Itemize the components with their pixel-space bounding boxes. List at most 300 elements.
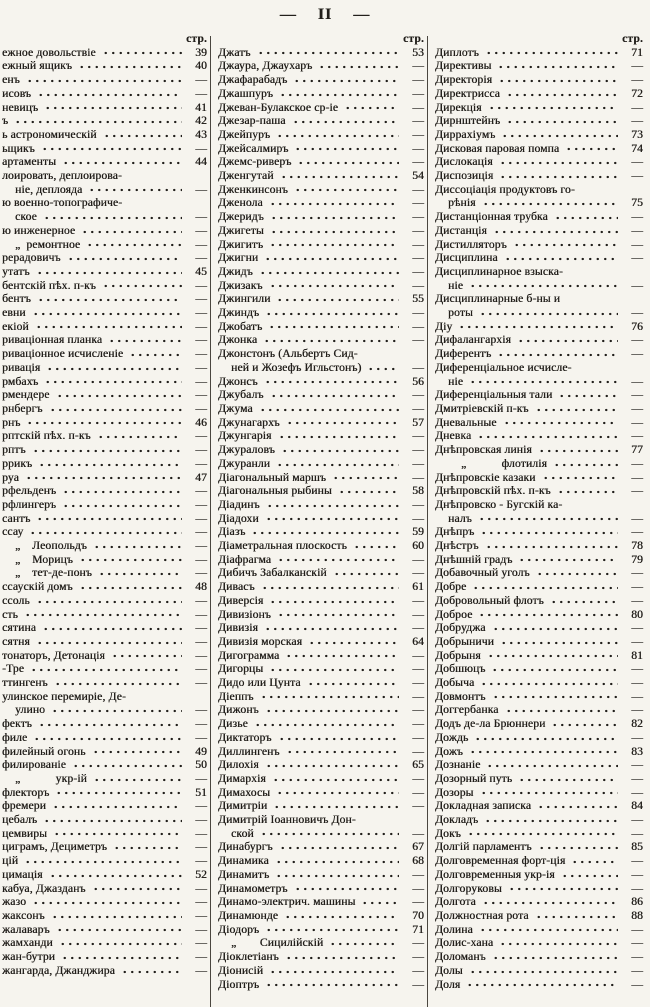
index-entry xyxy=(435,649,643,663)
leader-dots xyxy=(517,553,618,567)
index-entry xyxy=(218,196,424,210)
entry-term: рптъ xyxy=(2,443,26,457)
leader-dots xyxy=(32,731,182,745)
index-entry xyxy=(2,745,207,759)
leader-dots xyxy=(490,662,618,676)
entry-page-number: — xyxy=(631,347,643,361)
index-entry xyxy=(2,649,207,663)
leader-dots xyxy=(491,690,618,704)
entry-page-number: — xyxy=(412,443,424,457)
entry-page-number: — xyxy=(412,210,424,224)
leader-dots xyxy=(272,799,399,813)
leader-dots xyxy=(560,868,618,882)
entry-term: ежное довольствіе xyxy=(2,45,96,59)
leader-dots xyxy=(55,923,182,937)
entry-page-number: — xyxy=(412,552,424,566)
index-entry xyxy=(218,238,424,252)
index-entry xyxy=(218,59,424,73)
entry-page-number: 51 xyxy=(195,785,207,799)
entry-term: Джатъ xyxy=(218,45,251,59)
entry-term: филейный огонь xyxy=(2,744,86,758)
index-entry xyxy=(218,320,424,334)
entry-page-number: — xyxy=(631,854,643,868)
entry-page-number: — xyxy=(631,703,643,717)
index-entry xyxy=(435,375,643,389)
entry-term: ривація xyxy=(2,360,41,374)
entry-term: Днѣпровскій пѣх. п-къ xyxy=(435,484,551,498)
entry-page-number: — xyxy=(631,429,643,443)
entry-term: Дигорцы xyxy=(218,662,264,676)
entry-term: Долгій парламентъ xyxy=(435,840,532,854)
entry-term: филе xyxy=(2,730,28,744)
index-entry xyxy=(218,745,424,759)
entry-page-number: — xyxy=(412,497,424,511)
entry-page-number: — xyxy=(195,909,207,922)
leader-dots xyxy=(502,416,618,430)
entry-page-number: 59 xyxy=(412,525,424,539)
entry-term: „ Сицилійскій xyxy=(231,936,324,950)
leader-dots xyxy=(296,155,399,169)
entry-page-number: — xyxy=(631,676,643,690)
entry-page-number: — xyxy=(412,936,424,950)
leader-dots xyxy=(51,799,182,813)
entry-term: Динамюнде xyxy=(218,909,279,922)
leader-dots xyxy=(61,484,182,498)
entry-page-number: — xyxy=(412,977,424,991)
entry-term: Димитріи xyxy=(218,799,268,813)
index-entry xyxy=(2,347,207,361)
entry-page-number: — xyxy=(631,333,643,347)
entry-term: Дневка xyxy=(435,429,472,443)
entry-term: Діадохи xyxy=(218,511,259,525)
entry-page-number: 57 xyxy=(412,415,424,429)
index-entry xyxy=(218,621,424,635)
entry-page-number: 73 xyxy=(631,127,643,141)
entry-page-number: — xyxy=(195,621,207,635)
index-entry xyxy=(2,306,207,320)
leader-dots xyxy=(35,265,182,279)
index-entry xyxy=(2,375,207,389)
entry-page-number: — xyxy=(412,223,424,237)
index-entry xyxy=(2,416,207,430)
entry-term: ю военно-топографиче- xyxy=(2,196,123,210)
entry-page-number: 61 xyxy=(412,580,424,594)
index-entry xyxy=(435,840,643,854)
index-entry xyxy=(2,813,207,827)
leader-dots xyxy=(278,87,399,101)
leader-dots xyxy=(485,758,618,772)
leader-dots xyxy=(497,73,618,87)
entry-page-number: — xyxy=(631,867,643,881)
leader-dots xyxy=(91,882,182,896)
index-entry xyxy=(218,978,424,992)
leader-dots xyxy=(476,429,618,443)
index-entry xyxy=(218,786,424,800)
entry-page-number: — xyxy=(412,100,424,114)
leader-dots xyxy=(31,895,182,909)
entry-term: Дознаніе xyxy=(435,758,481,772)
index-entry xyxy=(2,196,207,210)
entry-page-number: 83 xyxy=(631,744,643,758)
entry-page-number: — xyxy=(195,730,207,744)
index-entry xyxy=(218,649,424,663)
entry-page-number: — xyxy=(412,237,424,251)
entry-term: Долина xyxy=(435,922,473,936)
index-entry xyxy=(435,306,643,320)
index-entry xyxy=(218,114,424,128)
index-entry xyxy=(435,416,643,430)
entry-page-number: — xyxy=(195,86,207,100)
entry-page-number: — xyxy=(631,484,643,498)
leader-dots xyxy=(107,333,182,347)
entry-term: Днѣпровско - Бугскій ка- xyxy=(435,497,563,511)
leader-dots xyxy=(478,923,618,937)
index-entry xyxy=(218,306,424,320)
entry-page-number: — xyxy=(631,813,643,827)
entry-term: Доломанъ xyxy=(435,950,486,964)
entry-term: Докладъ xyxy=(435,813,479,827)
entry-page-number: — xyxy=(195,922,207,936)
entry-page-number: — xyxy=(631,826,643,840)
entry-page-number: — xyxy=(195,717,207,731)
column-header-str: стр. xyxy=(186,32,207,45)
index-entry xyxy=(435,498,643,512)
entry-page-number: — xyxy=(195,593,207,607)
entry-term: евни xyxy=(2,306,26,320)
index-entry xyxy=(2,388,207,402)
entry-page-number: — xyxy=(412,319,424,333)
entry-page-number: — xyxy=(195,141,207,155)
index-entry xyxy=(435,566,643,580)
index-entry xyxy=(2,676,207,690)
leader-dots xyxy=(110,649,182,663)
leader-dots xyxy=(263,621,399,635)
entry-term: Дождь xyxy=(435,730,469,744)
leader-dots xyxy=(23,854,182,868)
entry-page-number: — xyxy=(631,621,643,635)
entry-term: Дидо или Цунта xyxy=(218,676,301,690)
entry-page-number: 86 xyxy=(631,895,643,909)
entry-page-number: — xyxy=(195,525,207,539)
leader-dots xyxy=(61,155,182,169)
index-entry xyxy=(435,594,643,608)
index-entry xyxy=(435,936,643,950)
index-entry xyxy=(435,758,643,772)
entry-page-number: — xyxy=(195,881,207,895)
entry-page-number: 72 xyxy=(631,86,643,100)
entry-term: ніе xyxy=(448,278,464,292)
entry-page-number: — xyxy=(195,936,207,950)
entry-page-number: — xyxy=(195,388,207,402)
leader-dots xyxy=(505,87,618,101)
entry-term: Джонка xyxy=(218,333,258,347)
leader-dots xyxy=(550,717,618,731)
leader-dots xyxy=(293,882,399,896)
leader-dots xyxy=(37,717,182,731)
leader-dots xyxy=(263,375,399,389)
entry-term: Диферентъ xyxy=(435,347,492,361)
entry-page-number: 70 xyxy=(412,909,424,922)
leader-dots xyxy=(479,525,618,539)
index-entry xyxy=(218,128,424,142)
entry-page-number: — xyxy=(412,333,424,347)
entry-term: Дивасъ xyxy=(218,580,255,594)
leader-dots xyxy=(534,909,618,923)
entry-page-number: — xyxy=(631,922,643,936)
index-entry xyxy=(218,553,424,567)
entry-term: улино xyxy=(15,703,46,717)
entry-term: Динамометръ xyxy=(218,881,288,895)
index-entry xyxy=(2,923,207,937)
leader-dots xyxy=(284,950,399,964)
entry-page-number: — xyxy=(631,100,643,114)
leader-dots xyxy=(552,457,618,471)
entry-term: Джафарабадъ xyxy=(218,73,288,87)
leader-dots xyxy=(264,306,399,320)
entry-term: Динабургъ xyxy=(218,840,273,854)
entry-page-number: — xyxy=(631,689,643,703)
leader-dots xyxy=(53,676,182,690)
index-entry xyxy=(218,402,424,416)
entry-page-number: — xyxy=(412,141,424,155)
entry-term: рерадовичъ xyxy=(2,251,61,265)
entry-page-number: — xyxy=(195,813,207,827)
leader-dots xyxy=(34,320,182,334)
index-entry xyxy=(218,909,424,923)
leader-dots xyxy=(492,224,618,238)
index-entry xyxy=(435,923,643,937)
entry-term: жазо xyxy=(2,895,27,909)
index-entry xyxy=(435,553,643,567)
index-columns xyxy=(0,32,650,1007)
entry-page-number: — xyxy=(412,717,424,731)
entry-page-number: — xyxy=(195,950,207,964)
entry-term: Діоклетіанъ xyxy=(218,950,279,964)
index-entry xyxy=(2,703,207,717)
index-entry xyxy=(2,183,207,197)
index-entry xyxy=(2,608,207,622)
entry-page-number: 75 xyxy=(631,196,643,210)
leader-dots xyxy=(507,882,618,896)
leader-dots xyxy=(275,292,399,306)
leader-dots xyxy=(276,553,399,567)
entry-page-number: — xyxy=(412,621,424,635)
index-entry xyxy=(435,169,643,183)
index-entry xyxy=(435,813,643,827)
leader-dots xyxy=(366,361,399,375)
entry-term: Долис-хана xyxy=(435,936,494,950)
index-entry xyxy=(2,525,207,539)
entry-page-number: — xyxy=(631,73,643,87)
entry-term: Долгоруковы xyxy=(435,881,502,895)
leader-dots xyxy=(487,101,618,115)
entry-term: Діеппъ xyxy=(218,689,254,703)
entry-term: Диссоціація продуктовъ го- xyxy=(435,182,575,196)
leader-dots xyxy=(259,690,399,704)
entry-page-number: — xyxy=(412,744,424,758)
entry-term: Джаура, Джаухаръ xyxy=(218,59,313,73)
index-entry xyxy=(435,114,643,128)
entry-term: Джеван-Булакское ср-іе xyxy=(218,100,339,114)
entry-page-number: — xyxy=(195,73,207,87)
entry-term: Добруджа xyxy=(435,621,486,635)
leader-dots xyxy=(256,46,399,60)
index-entry xyxy=(218,854,424,868)
entry-page-number: 39 xyxy=(195,45,207,59)
index-entry xyxy=(2,690,207,704)
leader-dots xyxy=(80,224,182,238)
entry-page-number: — xyxy=(195,662,207,676)
leader-dots xyxy=(24,471,182,485)
entry-term: филированіе xyxy=(2,758,66,772)
entry-term: тонаторъ, Детонація xyxy=(2,648,105,662)
entry-term: ніе, деплояда xyxy=(15,182,83,196)
index-entry xyxy=(435,950,643,964)
leader-dots xyxy=(352,539,399,553)
entry-page-number: — xyxy=(195,251,207,265)
index-entry xyxy=(218,566,424,580)
entry-term: Дирнштейнъ xyxy=(435,114,501,128)
entry-term: ррикъ xyxy=(2,456,33,470)
entry-page-number: — xyxy=(195,895,207,909)
leader-dots xyxy=(35,635,182,649)
entry-term: налъ xyxy=(448,511,472,525)
leader-dots xyxy=(278,840,399,854)
entry-term: „ Морицъ xyxy=(15,552,73,566)
entry-page-number: — xyxy=(195,374,207,388)
entry-page-number: 85 xyxy=(631,840,643,854)
entry-term: Долы xyxy=(435,963,463,977)
index-entry xyxy=(2,580,207,594)
entry-term: ссоль xyxy=(2,593,30,607)
entry-page-number: 54 xyxy=(412,169,424,183)
leader-dots xyxy=(269,224,399,238)
leader-dots xyxy=(36,292,182,306)
entry-term: Докъ xyxy=(435,826,461,840)
leader-dots xyxy=(471,580,618,594)
leader-dots xyxy=(25,73,182,87)
leader-dots xyxy=(268,964,399,978)
leader-dots xyxy=(481,196,618,210)
entry-term: Джигитъ xyxy=(218,237,264,251)
entry-page-number: — xyxy=(195,278,207,292)
entry-page-number: — xyxy=(412,593,424,607)
leader-dots xyxy=(264,978,399,992)
leader-dots xyxy=(13,114,182,128)
entry-page-number: — xyxy=(631,525,643,539)
entry-page-number: 50 xyxy=(195,758,207,772)
leader-dots xyxy=(60,950,182,964)
entry-page-number: — xyxy=(631,169,643,183)
index-entry xyxy=(435,251,643,265)
entry-term: Дистанціонная трубка xyxy=(435,210,548,224)
entry-term: Днѣшній градъ xyxy=(435,552,513,566)
index-entry xyxy=(435,224,643,238)
entry-term: Джиндъ xyxy=(218,306,260,320)
leader-dots xyxy=(477,512,618,526)
entry-page-number: — xyxy=(195,182,207,196)
entry-term: Діаметральная плоскость xyxy=(218,539,347,553)
leader-dots xyxy=(277,731,400,745)
index-entry xyxy=(2,566,207,580)
entry-term: Дистанція xyxy=(435,223,487,237)
entry-term: ской xyxy=(231,826,254,840)
leader-dots xyxy=(78,553,182,567)
leader-dots xyxy=(54,786,182,800)
index-entry xyxy=(2,717,207,731)
entry-term: рмбахъ xyxy=(2,374,39,388)
leader-dots xyxy=(331,471,399,485)
entry-term: Доггербанка xyxy=(435,703,499,717)
entry-term: Дирекція xyxy=(435,100,482,114)
leader-dots xyxy=(274,854,399,868)
index-entry xyxy=(2,882,207,896)
index-entry xyxy=(2,333,207,347)
index-entry xyxy=(2,429,207,443)
index-entry xyxy=(218,594,424,608)
leader-dots xyxy=(484,46,618,60)
index-entry xyxy=(2,498,207,512)
entry-term: ьщикъ xyxy=(2,141,35,155)
entry-term: Дисциплина xyxy=(435,251,498,265)
entry-term: Дивизіонъ xyxy=(218,607,271,621)
entry-term: сятня xyxy=(2,634,30,648)
index-entry xyxy=(218,964,424,978)
entry-term: Днѣпръ xyxy=(435,525,475,539)
leader-dots xyxy=(264,703,399,717)
column-header-str: стр. xyxy=(403,32,424,45)
index-entry xyxy=(218,799,424,813)
entry-page-number: — xyxy=(631,634,643,648)
leader-dots xyxy=(23,608,182,622)
entry-page-number: — xyxy=(631,881,643,895)
index-entry xyxy=(2,238,207,252)
index-entry xyxy=(2,840,207,854)
leader-dots xyxy=(481,895,618,909)
entry-page-number: 53 xyxy=(412,45,424,59)
index-entry xyxy=(218,87,424,101)
entry-page-number: — xyxy=(412,155,424,169)
entry-page-number: — xyxy=(631,511,643,525)
entry-term: Дисциплинарные б-ны и xyxy=(435,292,561,306)
leader-dots xyxy=(40,142,182,156)
entry-term: Джунгарія xyxy=(218,429,272,443)
entry-page-number: — xyxy=(631,237,643,251)
entry-page-number: — xyxy=(631,388,643,402)
index-entry xyxy=(435,978,643,992)
leader-dots xyxy=(101,279,182,293)
entry-term: Должностная рота xyxy=(435,909,529,922)
entry-page-number: — xyxy=(412,703,424,717)
entry-term: цимація xyxy=(2,867,43,881)
index-entry xyxy=(2,512,207,526)
entry-term: жан-бутри xyxy=(2,950,56,964)
index-entry xyxy=(2,539,207,553)
leader-dots xyxy=(259,827,399,841)
leader-dots xyxy=(504,703,618,717)
entry-term: Джингили xyxy=(218,292,271,306)
index-column-1 xyxy=(0,32,210,1007)
entry-page-number: — xyxy=(412,127,424,141)
index-entry xyxy=(435,183,643,197)
entry-page-number: 82 xyxy=(631,717,643,731)
index-entry xyxy=(435,731,643,745)
index-entry xyxy=(218,758,424,772)
index-entry xyxy=(435,320,643,334)
index-entry xyxy=(435,662,643,676)
index-entry xyxy=(2,87,207,101)
index-entry xyxy=(435,964,643,978)
